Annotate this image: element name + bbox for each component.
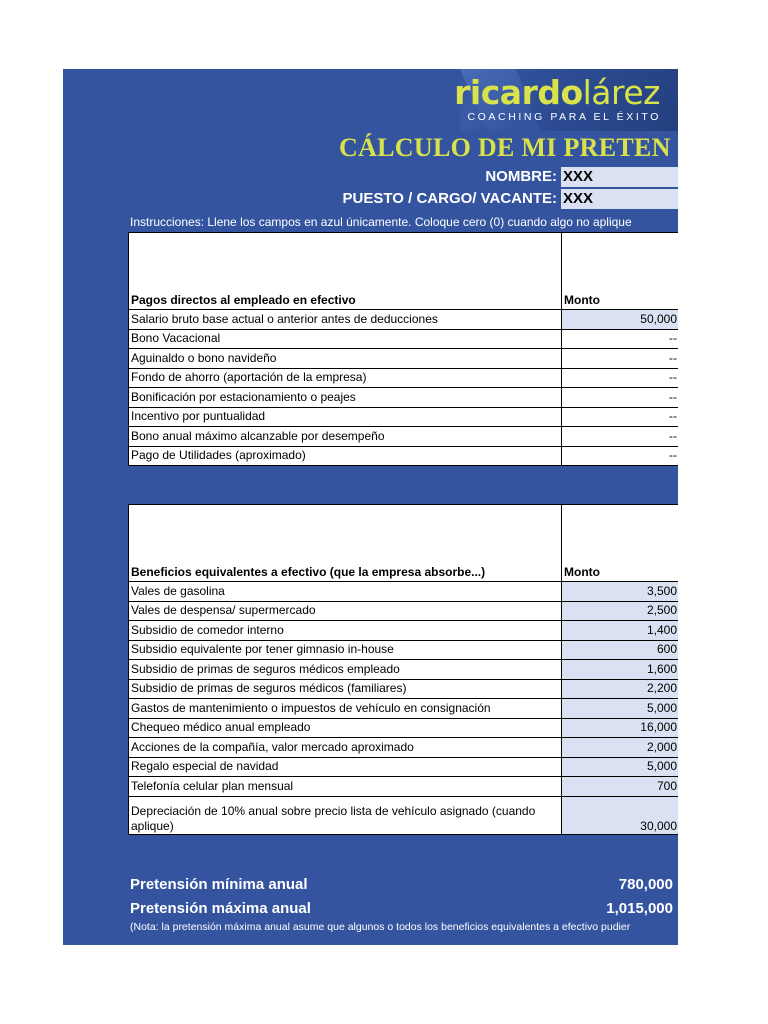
table-row	[129, 407, 679, 427]
table-row	[129, 796, 679, 834]
name-label: NOMBRE:	[485, 168, 557, 185]
table-row	[129, 718, 679, 738]
row-label: Subsidio de comedor interno	[129, 621, 562, 641]
amount-cell[interactable]: 1,400	[562, 621, 679, 641]
logo-name-light: lárez	[582, 73, 660, 112]
table-row	[129, 349, 679, 369]
page-title: CÁLCULO DE MI PRETEN	[339, 133, 671, 162]
table-row	[129, 310, 679, 330]
amount-cell[interactable]: --	[562, 446, 679, 466]
row-label: Subsidio de primas de seguros médicos (familiares)	[129, 679, 562, 699]
row-label: Acciones de la compañía, valor mercado aproximado	[129, 738, 562, 758]
row-label: Pago de Utilidades (aproximado)	[129, 446, 562, 466]
amount-cell[interactable]: --	[562, 388, 679, 408]
table-row	[129, 738, 679, 758]
amount-cell[interactable]: 30,000	[562, 796, 679, 834]
spreadsheet-sheet	[63, 69, 678, 945]
row-label: Subsidio equivalente por tener gimnasio in-house	[129, 640, 562, 660]
row-label: Bono anual máximo alcanzable por desempeño	[129, 427, 562, 447]
amount-cell[interactable]: 2,000	[562, 738, 679, 758]
min-annual-label: Pretensión mínima anual	[130, 876, 308, 893]
row-label: Bonificación por estacionamiento o peajes	[129, 388, 562, 408]
row-label: Incentivo por puntualidad	[129, 407, 562, 427]
table-row	[129, 368, 679, 388]
table-row	[129, 640, 679, 660]
column-header-amount: Monto	[562, 233, 679, 310]
amount-cell[interactable]: 50,000	[562, 310, 679, 330]
amount-cell[interactable]: 700	[562, 777, 679, 797]
amount-cell[interactable]: 3,500	[562, 582, 679, 602]
logo-name-bold: ricardo	[454, 73, 583, 112]
row-label: Subsidio de primas de seguros médicos empleado	[129, 660, 562, 680]
table-header-row	[129, 505, 679, 582]
amount-cell[interactable]: --	[562, 427, 679, 447]
table-row	[129, 427, 679, 447]
table-row	[129, 699, 679, 719]
amount-cell[interactable]: 5,000	[562, 757, 679, 777]
amount-cell[interactable]: --	[562, 329, 679, 349]
table-row	[129, 660, 679, 680]
logo-tagline: COACHING PARA EL ÉXITO	[467, 111, 661, 123]
column-header-amount: Monto	[562, 505, 679, 582]
column-header-concept: Beneficios equivalentes a efectivo (que la empresa absorbe...)	[129, 505, 562, 582]
amount-cell[interactable]: --	[562, 368, 679, 388]
table-row	[129, 777, 679, 797]
table-row	[129, 329, 679, 349]
table-row	[129, 582, 679, 602]
max-annual-value: 1,015,000	[606, 900, 673, 917]
min-annual-value: 780,000	[618, 876, 673, 893]
row-label: Chequeo médico anual empleado	[129, 718, 562, 738]
table-row	[129, 679, 679, 699]
row-label: Aguinaldo o bono navideño	[129, 349, 562, 369]
direct-payments-table	[128, 232, 678, 466]
amount-cell[interactable]: 16,000	[562, 718, 679, 738]
instructions-text: Instrucciones: Llene los campos en azul únicamente. Coloque cero (0) cuando algo no aplique	[130, 215, 632, 229]
table-row	[129, 621, 679, 641]
position-label: PUESTO / CARGO/ VACANTE:	[342, 190, 557, 207]
row-label: Vales de gasolina	[129, 582, 562, 602]
amount-cell[interactable]: --	[562, 349, 679, 369]
row-label: Fondo de ahorro (aportación de la empresa)	[129, 368, 562, 388]
amount-cell[interactable]: 600	[562, 640, 679, 660]
row-label: Salario bruto base actual o anterior antes de deducciones	[129, 310, 562, 330]
amount-cell[interactable]: --	[562, 407, 679, 427]
row-label: Telefonía celular plan mensual	[129, 777, 562, 797]
cash-equivalent-benefits-table	[128, 504, 678, 835]
amount-cell[interactable]: 1,600	[562, 660, 679, 680]
table-row	[129, 601, 679, 621]
amount-cell[interactable]: 2,500	[562, 601, 679, 621]
name-field[interactable]: XXX	[561, 167, 678, 187]
row-label: Gastos de mantenimiento o impuestos de vehículo en consignación	[129, 699, 562, 719]
amount-cell[interactable]: 2,200	[562, 679, 679, 699]
logo-banner	[454, 69, 678, 131]
row-label: Regalo especial de navidad	[129, 757, 562, 777]
position-field[interactable]: XXX	[561, 189, 678, 209]
table-row	[129, 757, 679, 777]
row-label: Vales de despensa/ supermercado	[129, 601, 562, 621]
amount-cell[interactable]: 5,000	[562, 699, 679, 719]
table-header-row	[129, 233, 679, 310]
max-annual-label: Pretensión máxima anual	[130, 900, 311, 917]
footnote: (Nota: la pretensión máxima anual asume que algunos o todos los beneficios equivalentes a efectivo pudier	[130, 921, 631, 933]
table-row	[129, 446, 679, 466]
brand-logo	[454, 75, 660, 111]
table-row	[129, 388, 679, 408]
row-label: Bono Vacacional	[129, 329, 562, 349]
column-header-concept: Pagos directos al empleado en efectivo	[129, 233, 562, 310]
row-label: Depreciación de 10% anual sobre precio lista de vehículo asignado (cuando aplique)	[129, 796, 562, 834]
